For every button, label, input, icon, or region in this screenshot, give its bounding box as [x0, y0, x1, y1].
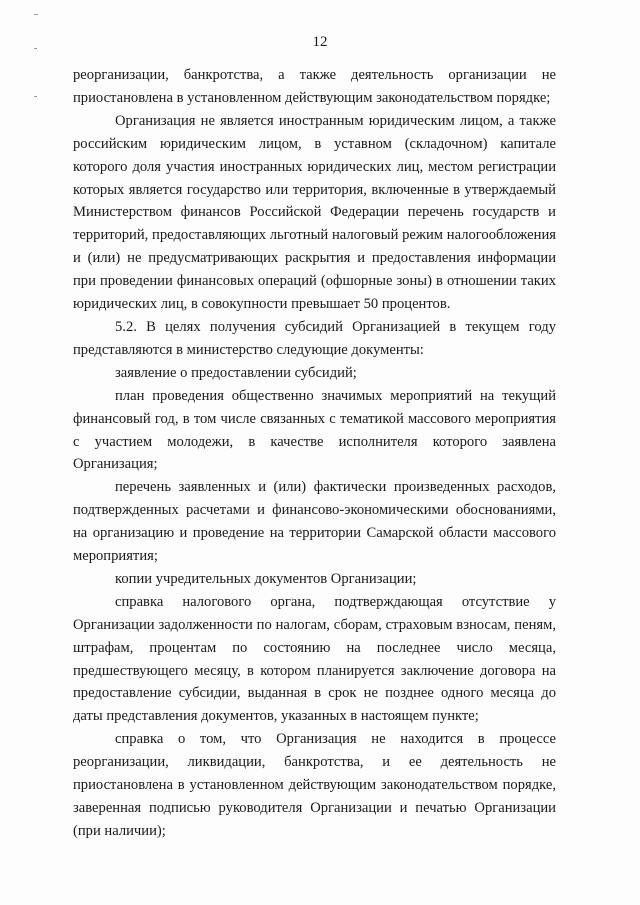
paragraph: реорганизации, банкротства, а также деятельность организации не приостановлена в установленном действующим законодательством порядке;	[73, 67, 556, 106]
paragraph: 5.2. В целях получения субсидий Организацией в текущем году представляются в министерство следующие документы:	[73, 318, 556, 358]
paragraph: план проведения общественно значимых мероприятий на текущий финансовый год, в том числе связанных с тематикой массового мероприятия с участием молодежи, в качестве исполнителя которого заявлена Организация;	[73, 387, 556, 473]
document-body	[73, 64, 556, 843]
page-number: 12	[312, 34, 328, 50]
scan-mark	[34, 96, 37, 97]
scan-mark	[34, 14, 38, 15]
paragraph: справка о том, что Организация не находится в процессе реорганизации, ликвидации, банкротства, и ее деятельность не приостановлена в установленном действующим законодательством порядке, заверенная подписью руководителя Организации и печатью Организации (при наличии);	[73, 731, 556, 839]
paragraph: заявление о предоставлении субсидий;	[115, 364, 357, 381]
paragraph: справка налогового органа, подтверждающая отсутствие у Организации задолженности по налогам, сборам, страховым взносам, пеням, штрафам, процентам по состоянию на последнее число месяца, предшествующего месяцу, в котором планируется заключение договора на предоставление субсидии, выданная в срок не позднее одного месяца до даты представления документов, указанных в настоящем пункте;	[73, 593, 556, 725]
paragraph: Организация не является иностранным юридическим лицом, а также российским юридическим лицом, в уставном (складочном) капитале которого доля участия иностранных юридических лиц, местом регистрации которых является государство или территория, включенные в утверждаемый Министерством финансов Российской Федерации перечень государств и территорий, предоставляющих льготный налоговый режим налогообложения и (или) не предусматривающих раскрытия и предоставления информации при проведении финансовых операций (офшорные зоны) в отношении таких юридических лиц, в совокупности превышает 50 процентов.	[73, 112, 556, 313]
paragraph: копии учредительных документов Организации;	[115, 570, 417, 587]
paragraph: перечень заявленных и (или) фактически произведенных расходов, подтвержденных расчетами и финансово-экономическими обоснованиями, на организацию и проведение на территории Самарской области массового мероприятия;	[73, 479, 556, 565]
